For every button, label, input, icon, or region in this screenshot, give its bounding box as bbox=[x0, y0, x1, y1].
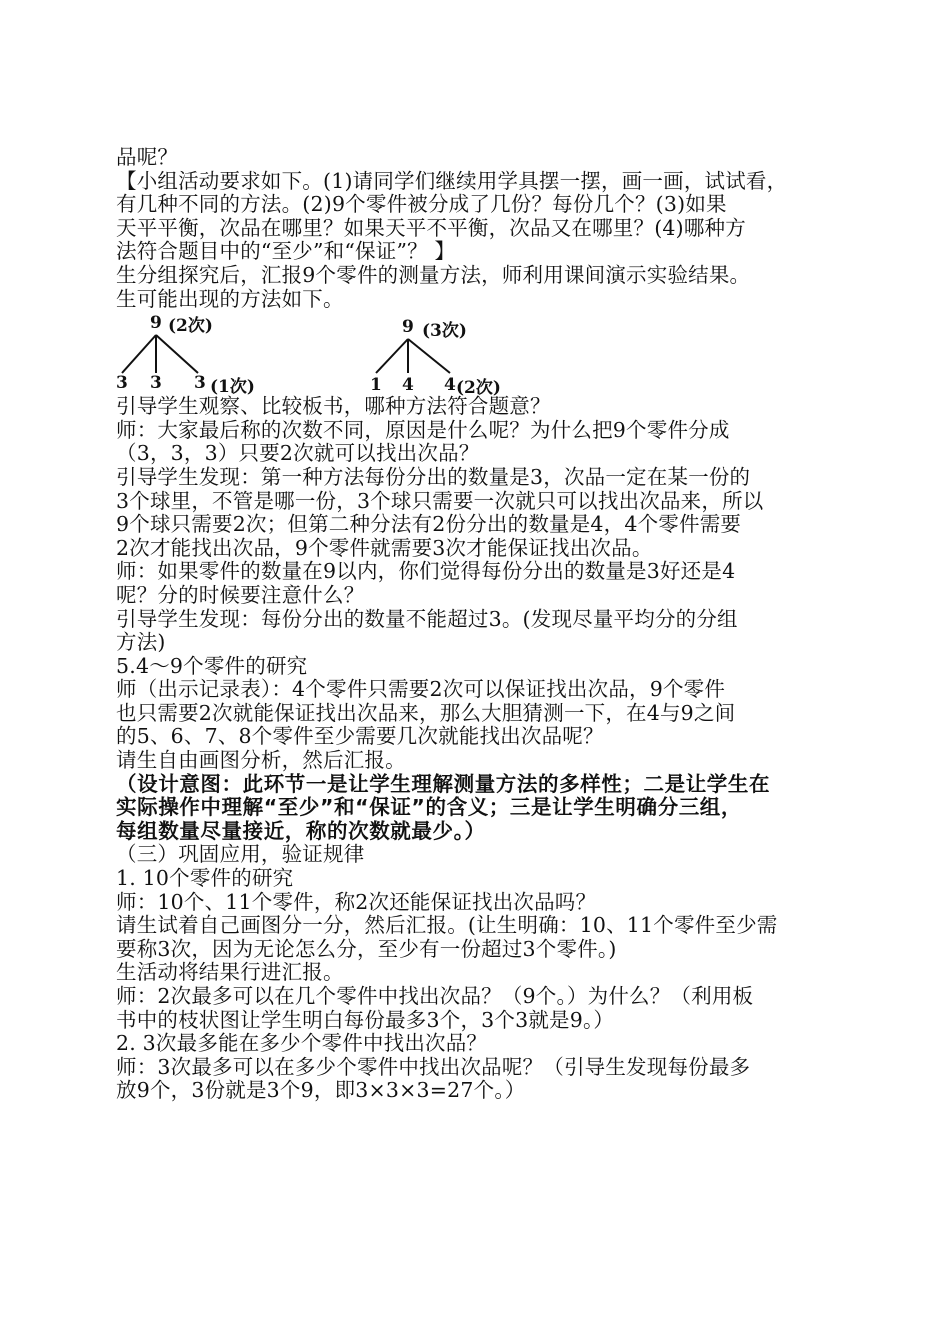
tree-1-leaf: 3 bbox=[194, 373, 206, 394]
tree-2-leaf: 4 bbox=[444, 375, 456, 396]
text-line: 请生试着自己画图分一分，然后汇报。(让生明确：10、11个零件至少需 bbox=[116, 914, 778, 938]
tree-1-leaf: 3 bbox=[116, 373, 128, 394]
tree-diagram-2 bbox=[368, 317, 548, 397]
tree-2-leaf: 4 bbox=[402, 375, 414, 396]
tree-1-leaf: 3 bbox=[150, 373, 162, 394]
tree-2-root: 9 bbox=[402, 317, 414, 338]
text-line: 呢？分的时候要注意什么？ bbox=[116, 583, 365, 607]
text-line: 放9个，3份就是3个9，即3×3×3=27个。） bbox=[116, 1079, 526, 1103]
document-page bbox=[116, 146, 838, 1103]
text-line: 也只需要2次就能保证找出次品来，那么大胆猜测一下，在4与9之间 bbox=[116, 701, 736, 725]
text-line: 要称3次，因为无论怎么分，至少有一份超过3个零件。) bbox=[116, 937, 617, 961]
section-heading: 2. 3次最多能在多少个零件中找出次品？ bbox=[116, 1032, 488, 1056]
text-line: 引导学生发现：第一种方法每份分出的数量是3，次品一定在某一份的 bbox=[116, 465, 751, 489]
tree-2-leaf-note: (2次) bbox=[456, 378, 501, 399]
tree-diagram-1 bbox=[116, 311, 286, 398]
text-line: 师：2次最多可以在几个零件中找出次品？（9个。）为什么？（利用板 bbox=[116, 985, 754, 1008]
text-line: 【小组活动要求如下。(1)请同学们继续用学具摆一摆，画一画，试试看， bbox=[116, 169, 788, 193]
text-line: 天平平衡，次品在哪里？如果天平不平衡，次品又在哪里？(4)哪种方 bbox=[116, 216, 746, 240]
tree-1-leaf-note: (1次) bbox=[210, 377, 255, 398]
text-line: 生分组探究后，汇报9个零件的测量方法，师利用课间演示实验结果。 bbox=[116, 263, 751, 287]
text-line: 法符合题目中的“至少”和“保证”？ 】 bbox=[116, 240, 456, 264]
text-line: 品呢？ bbox=[116, 146, 179, 169]
text-line: 3个球里，不管是哪一份，3个球只需要一次就只可以找出次品来，所以 bbox=[116, 489, 764, 513]
text-line: 书中的枝状图让学生明白每份最多3个，3个3就是9。） bbox=[116, 1008, 615, 1032]
tree-diagrams bbox=[116, 311, 838, 399]
tree-2-root-note: (3次) bbox=[422, 321, 467, 342]
text-line: 方法) bbox=[116, 631, 166, 655]
text-line: 师：10个、11个零件，称2次还能保证找出次品吗？ bbox=[116, 890, 597, 914]
text-line: 引导学生发现：每份分出的数量不能超过3。(发现尽量平均分的分组 bbox=[116, 607, 738, 631]
section-heading: （三）巩固应用，验证规律 bbox=[116, 843, 365, 867]
text-line: 师（出示记录表）：4个零件只需要2次可以保证找出次品，9个零件 bbox=[116, 678, 726, 702]
design-intent-note: 每组数量尽量接近，称的次数就最少。） bbox=[116, 819, 486, 843]
design-intent-note: 实际操作中理解“至少”和“保证”的含义；三是让学生明确分三组， bbox=[116, 796, 742, 820]
text-line: （3，3，3）只要2次就可以找出次品？ bbox=[116, 442, 480, 466]
text-line: 有几种不同的方法。(2)9个零件被分成了几份？每份几个？(3)如果 bbox=[116, 193, 727, 217]
text-line: 师：大家最后称的次数不同，原因是什么呢？为什么把9个零件分成 bbox=[116, 418, 730, 442]
section-heading: 1. 10个零件的研究 bbox=[116, 867, 294, 891]
text-line: 2次才能找出次品，9个零件就需要3次才能保证找出次品。 bbox=[116, 536, 653, 560]
text-line: 生可能出现的方法如下。 bbox=[116, 287, 344, 311]
text-line: 生活动将结果行进汇报。 bbox=[116, 961, 344, 985]
text-line: 请生自由画图分析，然后汇报。 bbox=[116, 749, 406, 773]
text-line: 引导学生观察、比较板书，哪种方法符合题意？ bbox=[116, 395, 551, 419]
section-heading: 5.4～9个零件的研究 bbox=[116, 654, 308, 678]
tree-1-root: 9 bbox=[150, 313, 162, 334]
design-intent-note: （设计意图：此环节一是让学生理解测量方法的多样性；二是让学生在 bbox=[116, 772, 771, 796]
tree-2-leaf: 1 bbox=[370, 375, 382, 396]
text-line: 师：3次最多可以在多少个零件中找出次品呢？（引导生发现每份最多 bbox=[116, 1055, 751, 1079]
text-line: 9个球只需要2次；但第二种分法有2份分出的数量是4，4个零件需要 bbox=[116, 513, 742, 537]
text-line: 师：如果零件的数量在9以内，你们觉得每份分出的数量是3好还是4 bbox=[116, 560, 736, 584]
tree-1-root-note: (2次) bbox=[168, 316, 213, 337]
text-line: 的5、6、7、8个零件至少需要几次就能找出次品呢？ bbox=[116, 725, 604, 749]
